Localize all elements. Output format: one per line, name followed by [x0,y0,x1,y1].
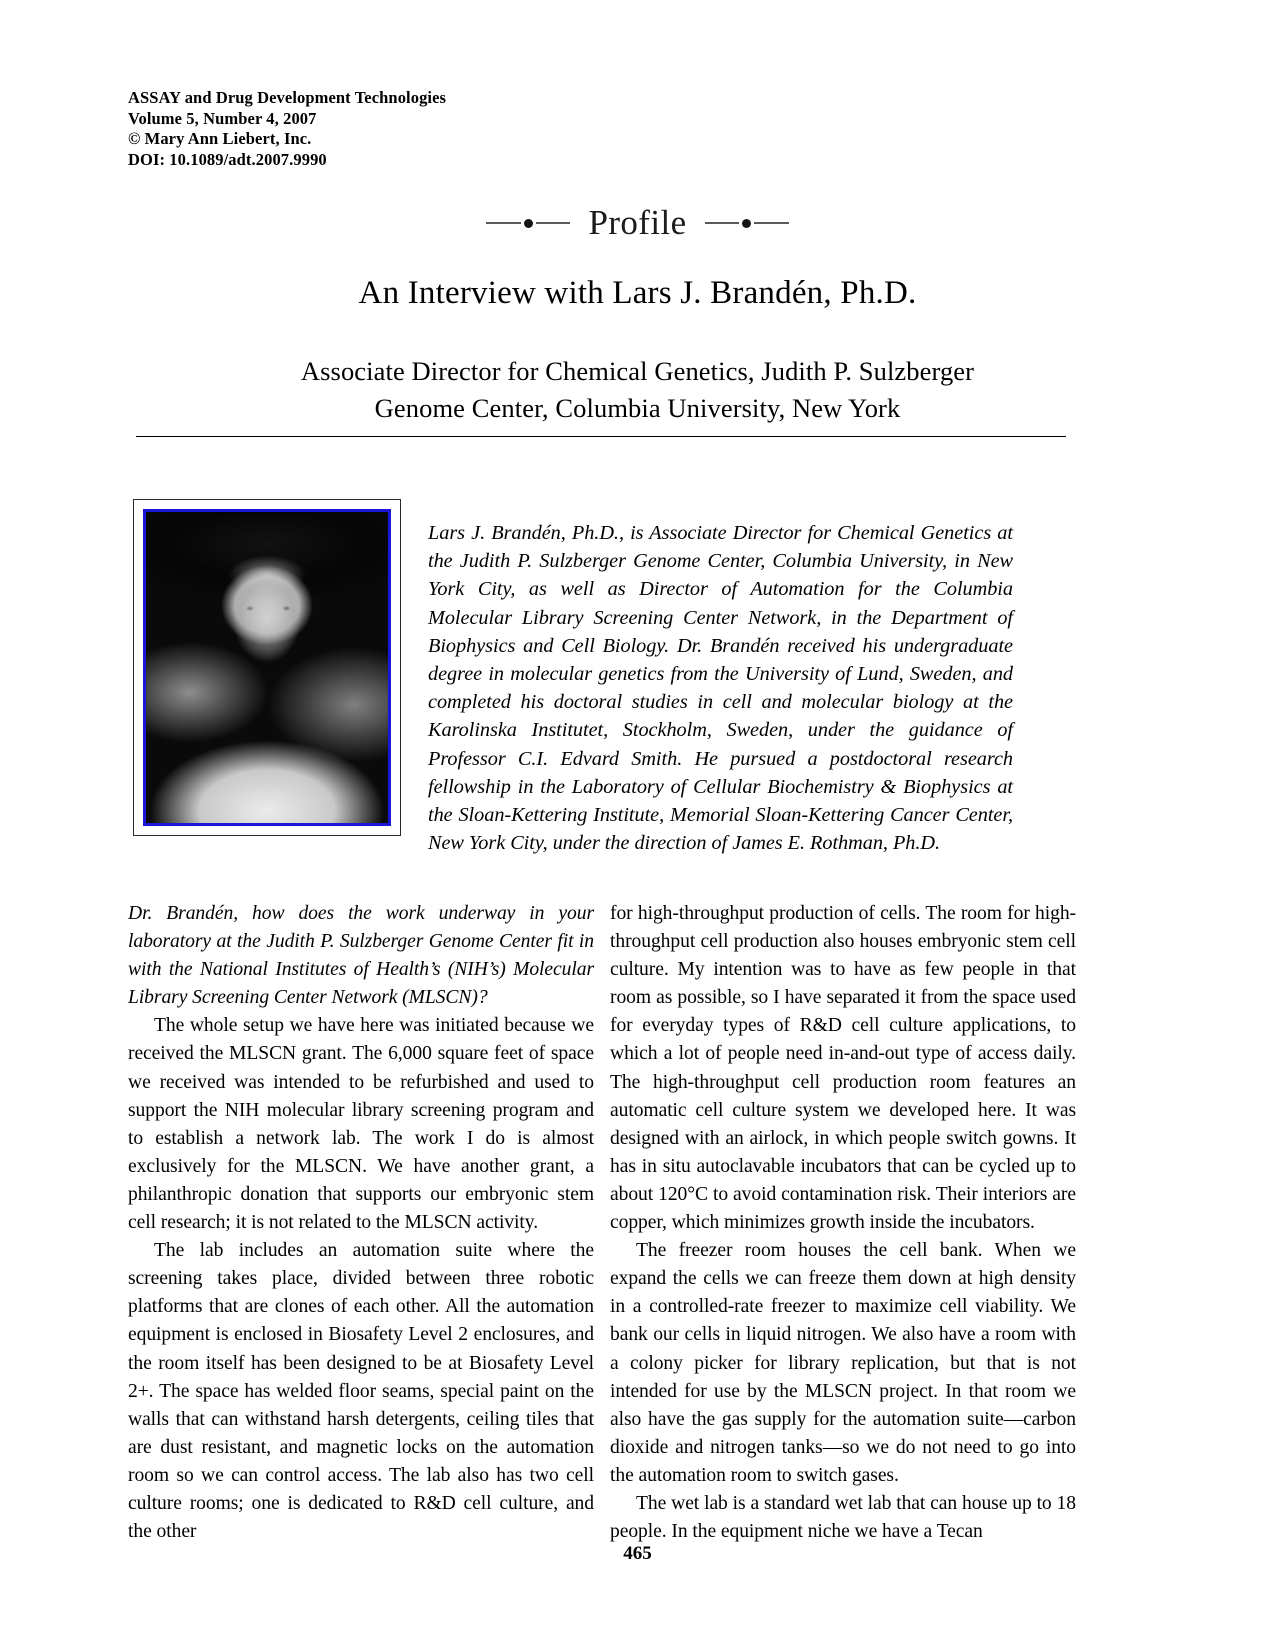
page-title: An Interview with Lars J. Brandén, Ph.D. [358,275,917,311]
section-label: Profile [588,203,687,242]
subtitle-line-2: Genome Center, Columbia University, New York [374,393,901,423]
ornament-left-icon [486,219,570,228]
interview-question: Dr. Brandén, how does the work underway in your laboratory at the Judith P. Sulzberger Genome Center fit in with the National Institutes of Health’s (NIH’s) Molecular Library Screening Center Network (MLSCN)? [128,903,594,1009]
portrait-photo-image [146,512,388,823]
copyright-line: © Mary Ann Liebert, Inc. [128,129,312,148]
header-divider [136,436,1066,437]
masthead [128,88,446,170]
page-number: 465 [623,1543,652,1564]
body-paragraph: for high-throughput production of cells. The room for high-throughput cell production also houses embryonic stem cell culture. My intention was to have as few people in that room as possible, so I have separated it from the space used for everyday types of R&D cell culture applications, to which a lot of people need in-and-out type of access daily. The high-throughput cell production room features an automatic cell culture system we developed here. It was designed with an airlock, in which people switch gowns. It has in situ autoclavable incubators that can be cycled up to about 120°C to avoid contamination risk. Their interiors are copper, which minimizes growth inside the incubators. [610,903,1076,1234]
body-paragraph: The lab includes an automation suite where the screening takes place, divided between three robotic platforms that are clones of each other. All the automation equipment is enclosed in Biosafety Level 2 enclosures, and the room itself has been designed to be at Biosafety Level 2+. The space has welded floor seams, special paint on the walls that can withstand harsh detergents, ceiling tiles that are dust resistant, and magnetic locks on the automation room so we can control access. The lab also has two cell culture rooms; one is dedicated to R&D cell culture, and the other [128,1240,594,1543]
journal-name: ASSAY and Drug Development Technologies [128,88,447,107]
volume-issue: Volume 5, Number 4, 2007 [128,108,317,128]
portrait-photo [133,499,401,836]
body-paragraph: The freezer room houses the cell bank. When we expand the cells we can freeze them down at high density in a controlled-rate freezer to maximize cell viability. We bank our cells in liquid nitrogen. We also have a room with a colony picker for library replication, but that is not intended for use by the MLSCN project. In that room we also have the gas supply for the automation suite—carbon dioxide and nitrogen tanks—so we do not need to go into the automation room to switch gases. [610,1240,1076,1486]
body-paragraph: The wet lab is a standard wet lab that can house up to 18 people. In the equipment niche we have a Tecan [610,1492,1076,1543]
subtitle-line-1: Associate Director for Chemical Genetics, Judith P. Sulzberger [300,356,975,386]
body-paragraph: The whole setup we have here was initiated because we received the MLSCN grant. The 6,000 square feet of space we received was intended to be refurbished and used to support the NIH molecular library screening program and to establish a network lab. The work I do is almost exclusively for the MLSCN. We have another grant, a philanthropic donation that supports our embryonic stem cell research; it is not related to the MLSCN activity. [128,1015,594,1234]
body-column-right [610,900,1076,1546]
article-subtitle [168,353,1107,427]
biography-text: Lars J. Brandén, Ph.D., is Associate Director for Chemical Genetics at the Judith P. Sulzberger Genome Center, Columbia University, in New York City, as well as Director of Automation for the Columbia Molecular Library Screening Center Network, in the Department of Biophysics and Cell Biology. Dr. Brandén received his undergraduate degree in molecular genetics from the University of Lund, Sweden, and completed his doctoral studies in cell and molecular biology at the Karolinska Institutet, Stockholm, Sweden, under the guidance of Professor C.I. Edvard Smith. He pursued a postdoctoral research fellowship in the Laboratory of Cellular Biochemistry & Biophysics at the Sloan-Kettering Institute, Memorial Sloan-Kettering Cancer Center, New York City, under the direction of James E. Rothman, Ph.D. [428,522,1013,855]
doi-line: DOI: 10.1089/adt.2007.9990 [128,149,327,169]
section-header [0,203,1275,243]
portrait-photo-border [143,509,391,826]
ornament-right-icon [705,219,789,228]
body-column-left [128,900,594,1546]
